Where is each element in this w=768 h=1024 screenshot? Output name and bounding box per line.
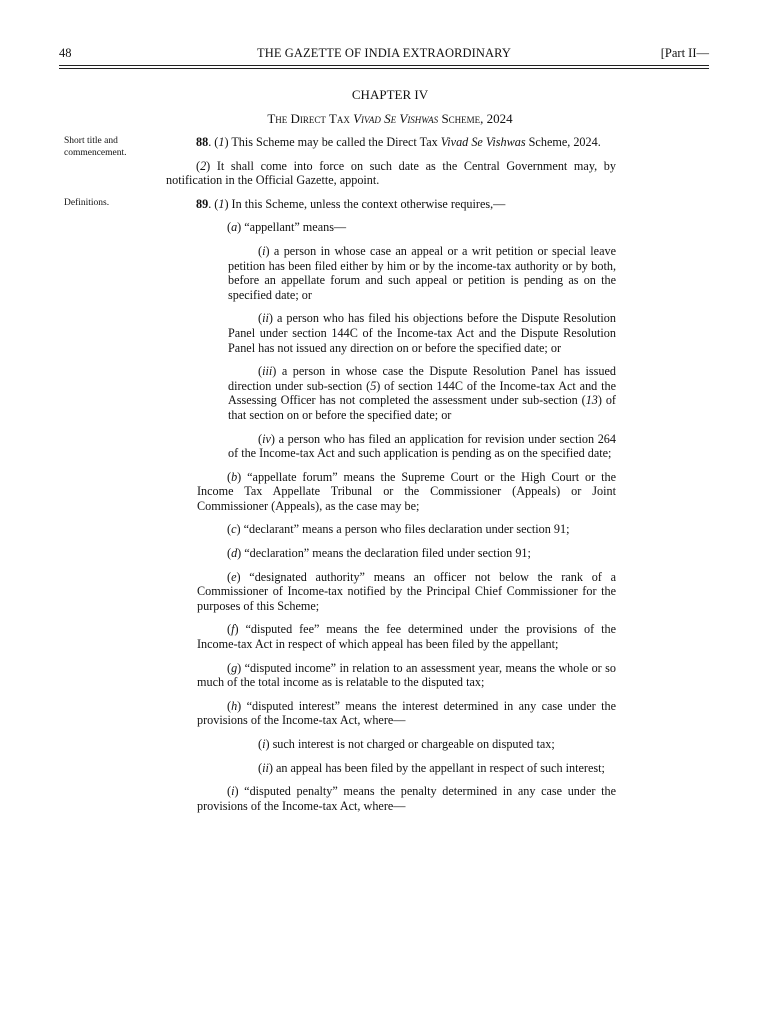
section-89	[0, 197, 768, 212]
clause-h-ii: (ii) an appeal has been filed by the appellant in respect of such interest;	[258, 760, 605, 775]
section-88	[0, 135, 768, 158]
clause-a-i: (i) a person in whose case an appeal or a writ petition or special leave petition has been filed either by him or by the income-tax authority or by both, before an appellate forum and such appeal or petition is pending as on the specified date; or	[228, 243, 616, 302]
clause-a-iv: (iv) a person who has filed an application for revision under section 264 of the Income-tax Act and such application is pending as on the specified date;	[228, 431, 616, 461]
section-88-sub-1: 88. (1) This Scheme may be called the Direct Tax Vivad Se Vishwas Scheme, 2024.	[196, 135, 601, 149]
clause-g: (g) “disputed income” in relation to an assessment year, means the whole or so much of the total income as is relatable to the disputed tax;	[197, 660, 616, 690]
header-rule-bottom	[59, 68, 709, 69]
chapter-heading: CHAPTER IV	[351, 87, 429, 102]
clause-a: (a) “appellant” means—	[227, 220, 347, 235]
clause-d: (d) “declaration” means the declaration filed under section 91;	[227, 546, 531, 561]
part-label: [Part II—	[660, 46, 709, 60]
clause-c: (c) “declarant” means a person who files declaration under section 91;	[227, 522, 570, 537]
section-89-intro: 89. (1) In this Scheme, unless the context otherwise requires,—	[196, 196, 506, 211]
clause-a-ii: (ii) a person who has filed his objections before the Dispute Resolution Panel under section 144C of the Income-tax Act and the Dispute Resolution Panel has not issued any direction on or before the specified date; or	[228, 311, 616, 355]
clause-i: (i) “disputed penalty” means the penalty determined in any case under the provisions of the Income-tax Act, where—	[197, 784, 616, 813]
clause-h-i: (i) such interest is not charged or chargeable on disputed tax;	[258, 737, 555, 751]
margin-note-definitions: Definitions.	[64, 197, 110, 208]
section-88-sub-2: (2) It shall come into force on such date as the Central Government may, by notification in the Official Gazette, appoint.	[166, 158, 616, 188]
clause-e: (e) “designated authority” means an officer not below the rank of a Commissioner of Income-tax notified by the Principal Chief Commissioner for the purposes of this Scheme;	[197, 569, 616, 613]
clause-h: (h) “disputed interest” means the interest determined in any case under the provisions of the Income-tax Act, where—	[197, 698, 616, 728]
clause-f: (f) “disputed fee” means the fee determined under the provisions of the Income-tax Act in respect of which appeal has been filed by the appellant;	[197, 622, 616, 652]
clause-b: (b) “appellate forum” means the Supreme Court or the High Court or the Income Tax Appellate Tribunal or the Commissioner (Appeals) or Joint Commissioner (Appeals), as the case may be;	[197, 469, 616, 513]
page-body	[0, 135, 768, 813]
clause-a-iii: (iii) a person in whose case the Dispute Resolution Panel has issued direction under sub-section (5) of section 144C of the Income-tax Act and the Assessing Officer has not completed the assessment under sub-section (13) of that section on or before the specified date; or	[228, 364, 616, 422]
page-number: 48	[59, 46, 72, 60]
margin-note-short-title: Short title and commencement.	[64, 136, 127, 158]
running-header	[59, 46, 709, 64]
header-rule-top	[59, 65, 709, 66]
gazette-title: THE GAZETTE OF INDIA EXTRAORDINARY	[256, 46, 512, 60]
scheme-title: The Direct Tax Vivad Se Vishwas Scheme, 2024	[267, 111, 513, 126]
